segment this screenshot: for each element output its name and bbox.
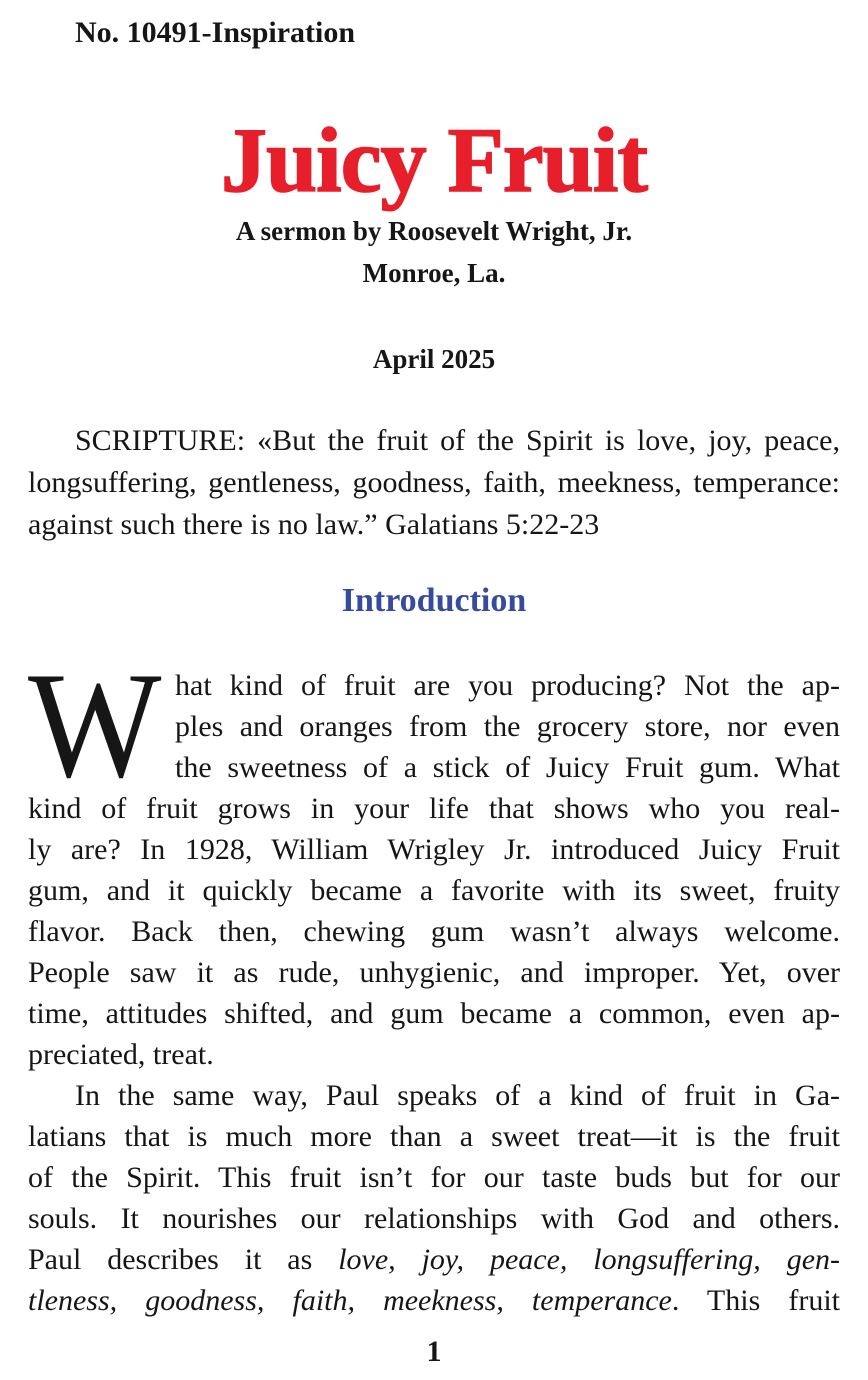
text-segment: flavor. Back then, chewing gum wasn’t always welcome. — [28, 915, 840, 948]
text-segment: SCRIPTURE: «But the fruit of the Spirit is love, joy, peace, — [75, 424, 840, 457]
text-segment: ples and oranges from the grocery store, nor even — [175, 710, 840, 743]
text-segment: of the Spirit. This fruit isn’t for our taste buds but for our — [28, 1161, 840, 1194]
text-segment: . This fruit — [671, 1284, 840, 1317]
text-line — [175, 747, 840, 788]
italic-text-segment: tleness, goodness, faith, meekness, temperance — [28, 1284, 672, 1317]
text-line — [28, 952, 840, 993]
text-segment: gum, and it quickly became a favorite with its sweet, fruity — [28, 874, 840, 907]
text-line — [28, 911, 840, 952]
text-line — [28, 1198, 840, 1239]
dropcap-letter: W — [28, 641, 162, 809]
text-segment: against such there is no law.” Galatians 5:22-23 — [28, 508, 600, 541]
page-number: 1 — [426, 1335, 442, 1368]
text-line — [175, 665, 840, 706]
text-line — [28, 993, 840, 1034]
text-segment: preciated, treat. — [28, 1038, 214, 1071]
text-segment: longsuffering, gentleness, goodness, faith, meekness, temperance: — [28, 466, 840, 499]
paragraph-1-full-width — [28, 788, 840, 1075]
text-segment: hat kind of fruit are you producing? Not the ap- — [175, 669, 840, 702]
text-segment: In the same way, Paul speaks of a kind of fruit in Ga- — [75, 1079, 840, 1112]
paragraph-1 — [28, 641, 840, 1075]
text-line — [175, 706, 840, 747]
text-line — [28, 1034, 840, 1075]
text-line — [28, 1157, 840, 1198]
location-line: Monroe, La. — [362, 258, 506, 288]
text-segment: ly are? In 1928, William Wrigley Jr. introduced Juicy Fruit — [28, 833, 840, 866]
text-line — [28, 1239, 840, 1280]
scripture-block — [28, 420, 840, 546]
text-line — [28, 1075, 840, 1116]
text-line — [28, 462, 840, 504]
text-line — [28, 1116, 840, 1157]
text-segment: People saw it as rude, unhygienic, and improper. Yet, over — [28, 956, 840, 989]
date-line: April 2025 — [372, 344, 496, 374]
text-segment: latians that is much more than a sweet treat—it is the fruit — [28, 1120, 840, 1153]
text-segment: the sweetness of a stick of Juicy Fruit gum. What — [175, 751, 840, 784]
text-line — [28, 829, 840, 870]
section-heading: Introduction — [341, 582, 527, 619]
text-line — [28, 504, 840, 546]
italic-text-segment: love, joy, peace, longsuffering, gen- — [338, 1243, 840, 1276]
paragraph-2 — [28, 1075, 840, 1321]
text-segment: time, attitudes shifted, and gum became a common, even ap- — [28, 997, 840, 1030]
text-line — [28, 1280, 840, 1321]
text-segment: kind of fruit grows in your life that shows who you real- — [28, 792, 840, 825]
document-number-header: No. 10491-Inspiration — [75, 16, 356, 49]
text-segment: souls. It nourishes our relationships with God and others. — [28, 1202, 840, 1235]
sermon-title: Juicy Fruit — [221, 109, 647, 211]
text-line — [28, 420, 840, 462]
text-segment: Paul describes it as — [28, 1243, 339, 1276]
byline: A sermon by Roosevelt Wright, Jr. — [235, 216, 633, 246]
paragraph-1-beside-dropcap — [175, 665, 840, 788]
text-line — [28, 870, 840, 911]
